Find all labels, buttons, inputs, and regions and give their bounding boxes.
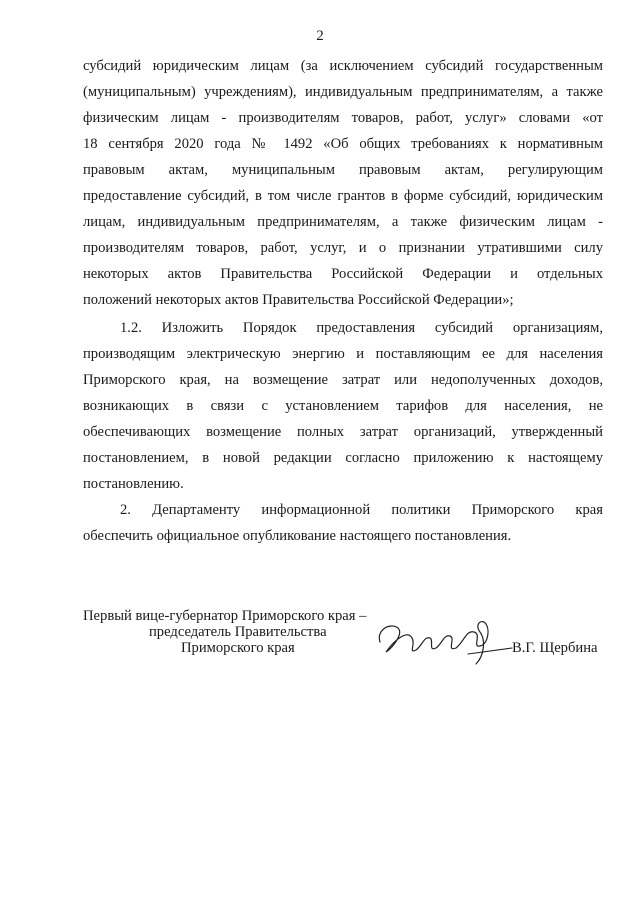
body-line: 1.2. Изложить Порядок предоставления субсидий организациям,	[120, 320, 603, 336]
body-line: (муниципальным) учреждениям), индивидуальным предпринимателям, а также	[83, 84, 603, 100]
body-line: лицам, индивидуальным предпринимателям, а также физическим лицам -	[83, 214, 603, 230]
body-line: некоторых актов Правительства Российской Федерации и отдельных	[83, 266, 603, 282]
body-line: субсидий юридическим лицам (за исключением субсидий государственным	[83, 58, 603, 74]
handwritten-signature	[372, 608, 532, 668]
body-line: Приморского края, на возмещение затрат или недополученных доходов,	[83, 372, 603, 388]
body-line: положений некоторых актов Правительства Российской Федерации»;	[83, 292, 514, 308]
signatory-name: В.Г. Щербина	[512, 640, 598, 656]
body-line: постановлением, в новой редакции согласно приложению к настоящему	[83, 450, 603, 466]
body-line: обеспечивающих возмещение полных затрат организаций, утвержденный	[83, 424, 603, 440]
body-line: производителям товаров, работ, услуг, и о признании утратившими силу	[83, 240, 603, 256]
body-line: постановлению.	[83, 476, 184, 492]
signatory-position-line3: Приморского края	[181, 640, 295, 656]
body-line: правовым актам, муниципальным правовым актам, регулирующим	[83, 162, 603, 178]
signatory-position-line2: председатель Правительства	[149, 624, 327, 640]
page-number: 2	[316, 28, 324, 44]
body-line: производящим электрическую энергию и поставляющим ее для населения	[83, 346, 603, 362]
signatory-position-line1: Первый вице-губернатор Приморского края –	[83, 608, 367, 624]
body-line: 2. Департаменту информационной политики Приморского края	[120, 502, 603, 518]
body-line: физическим лицам - производителям товаров, работ, услуг» словами «от	[83, 110, 603, 126]
body-line: обеспечить официальное опубликование настоящего постановления.	[83, 528, 512, 544]
body-line: 18 сентября 2020 года № 1492 «Об общих требованиях к нормативным	[83, 136, 603, 152]
body-line: предоставление субсидий, в том числе грантов в форме субсидий, юридическим	[83, 188, 603, 204]
body-line: возникающих в связи с установлением тарифов для населения, не	[83, 398, 603, 414]
